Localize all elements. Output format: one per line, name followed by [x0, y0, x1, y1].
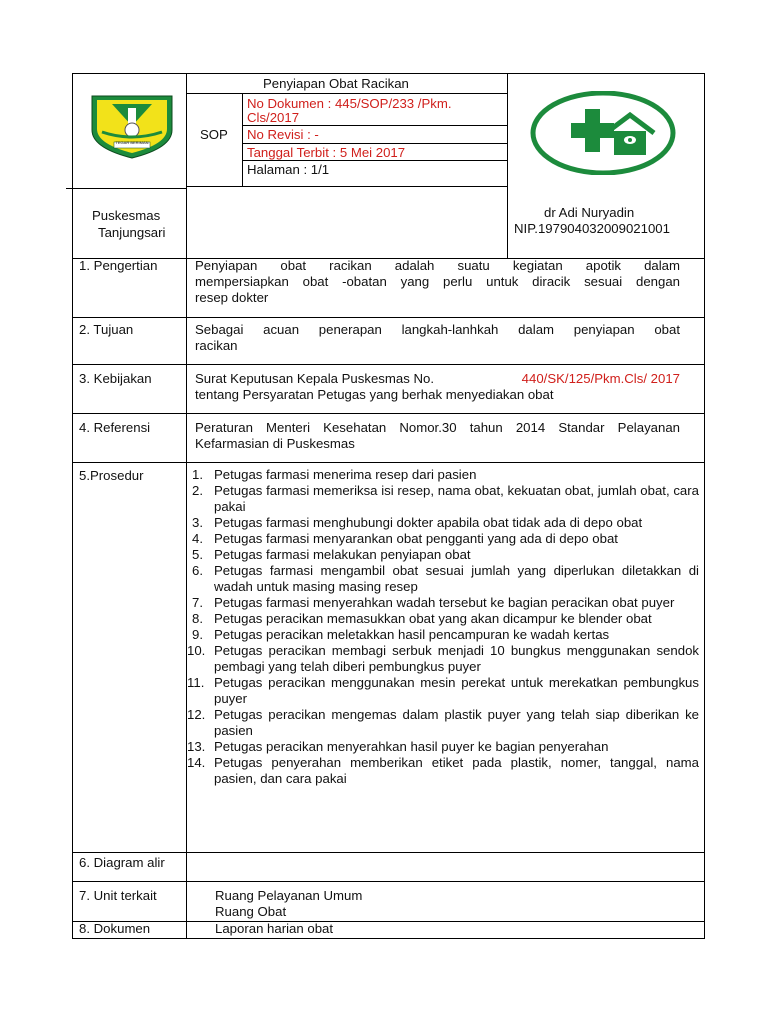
signer-nip: NIP.197904032009021001 [514, 221, 670, 236]
list-item: 3. Petugas farmasi menghubungi dokter apabila obat tidak ada di depo obat [192, 515, 643, 530]
list-item: 1. Petugas farmasi menerima resep dari pasien [192, 467, 477, 482]
list-item: 12. Petugas peracikan mengemas dalam plastik puyer yang telah siap diberikan ke pasien [187, 707, 699, 738]
section-label-dokumen: 8. Dokumen [79, 921, 151, 936]
list-item: 13. Petugas peracikan menyerahkan hasil puyer ke bagian penyerahan [187, 739, 609, 754]
logo-motto: TEGAR BERIMAN [115, 140, 149, 145]
org-name-line2: Tanjungsari [98, 225, 166, 240]
list-item: 14. Petugas penyerahan memberikan etiket pada plastik, nomer, tanggal, nama pasien, dan cara pakai [187, 755, 699, 786]
list-item: 6. Petugas farmasi mengambil obat sesuai jumlah yang diperlukan diletakkan di wadah untuk masing masing resep [192, 563, 699, 594]
section-label-pengertian: 1. Pengertian [79, 258, 158, 273]
list-item: 5. Petugas farmasi melakukan penyiapan obat [192, 547, 471, 562]
referensi-text: Peraturan Menteri Kesehatan Nomor.30 tahun 2014 Standar Pelayanan Kefarmasian di Puskesmas [195, 420, 680, 451]
section-label-diagram: 6. Diagram alir [79, 855, 165, 870]
signer-name: dr Adi Nuryadin [544, 205, 635, 220]
tujuan-text: Sebagai acuan penerapan langkah-lanhkah dalam penyiapan obat racikan [195, 322, 680, 353]
pengertian-text: Penyiapan obat racikan adalah suatu kegiatan apotik dalam mempersiapkan obat -obatan yang perlu untuk diracik sesuai dengan resep dokter [195, 258, 680, 305]
list-item: 4. Petugas farmasi menyarankan obat pengganti yang ada di depo obat [192, 531, 618, 546]
section-label-unit: 7. Unit terkait [79, 888, 157, 903]
section-label-tujuan: 2. Tujuan [79, 322, 134, 337]
no-dokumen-cont: Cls/2017 [247, 110, 300, 125]
page-title: Penyiapan Obat Racikan [263, 76, 409, 91]
no-revisi: No Revisi : - [247, 127, 319, 142]
health-logo [530, 91, 676, 175]
list-item: 2. Petugas farmasi memeriksa isi resep, nama obat, kekuatan obat, jumlah obat, cara pakai [192, 483, 699, 514]
sop-label: SOP [200, 127, 228, 142]
no-dokumen: No Dokumen : 445/SOP/233 /Pkm. [247, 96, 452, 111]
section-label-prosedur: 5.Prosedur [79, 468, 144, 483]
unit-item-2: Ruang Obat [215, 904, 287, 919]
list-item: 8. Petugas peracikan memasukkan obat yang akan dicampur ke blender obat [192, 611, 652, 626]
org-name-line1: Puskesmas [92, 208, 161, 223]
dokumen-value: Laporan harian obat [215, 921, 334, 936]
section-label-kebijakan: 3. Kebijakan [79, 371, 152, 386]
list-item: 7. Petugas farmasi menyerahkan wadah tersebut ke bagian peracikan obat puyer [192, 595, 675, 610]
kebijakan-text: Surat Keputusan Kepala Puskesmas No. 440/SK/125/Pkm.Cls/ 2017 tentang Persyaratan Petugas yang berhak menyediakan obat [195, 371, 680, 402]
list-item: 10. Petugas peracikan membagi serbuk menjadi 10 bungkus menggunakan sendok pembagi yang telah diberi pembungkus puyer [187, 643, 699, 674]
regency-logo [88, 92, 176, 160]
section-label-referensi: 4. Referensi [79, 420, 151, 435]
prosedur-list [187, 467, 699, 787]
list-item: 9. Petugas peracikan meletakkan hasil pencampuran ke wadah kertas [192, 627, 610, 642]
tanggal-terbit: Tanggal Terbit : 5 Mei 2017 [247, 145, 406, 160]
halaman: Halaman : 1/1 [247, 162, 330, 177]
unit-item-1: Ruang Pelayanan Umum [215, 888, 363, 903]
list-item: 11. Petugas peracikan menggunakan mesin perekat untuk merekatkan pembungkus puyer [187, 675, 699, 706]
